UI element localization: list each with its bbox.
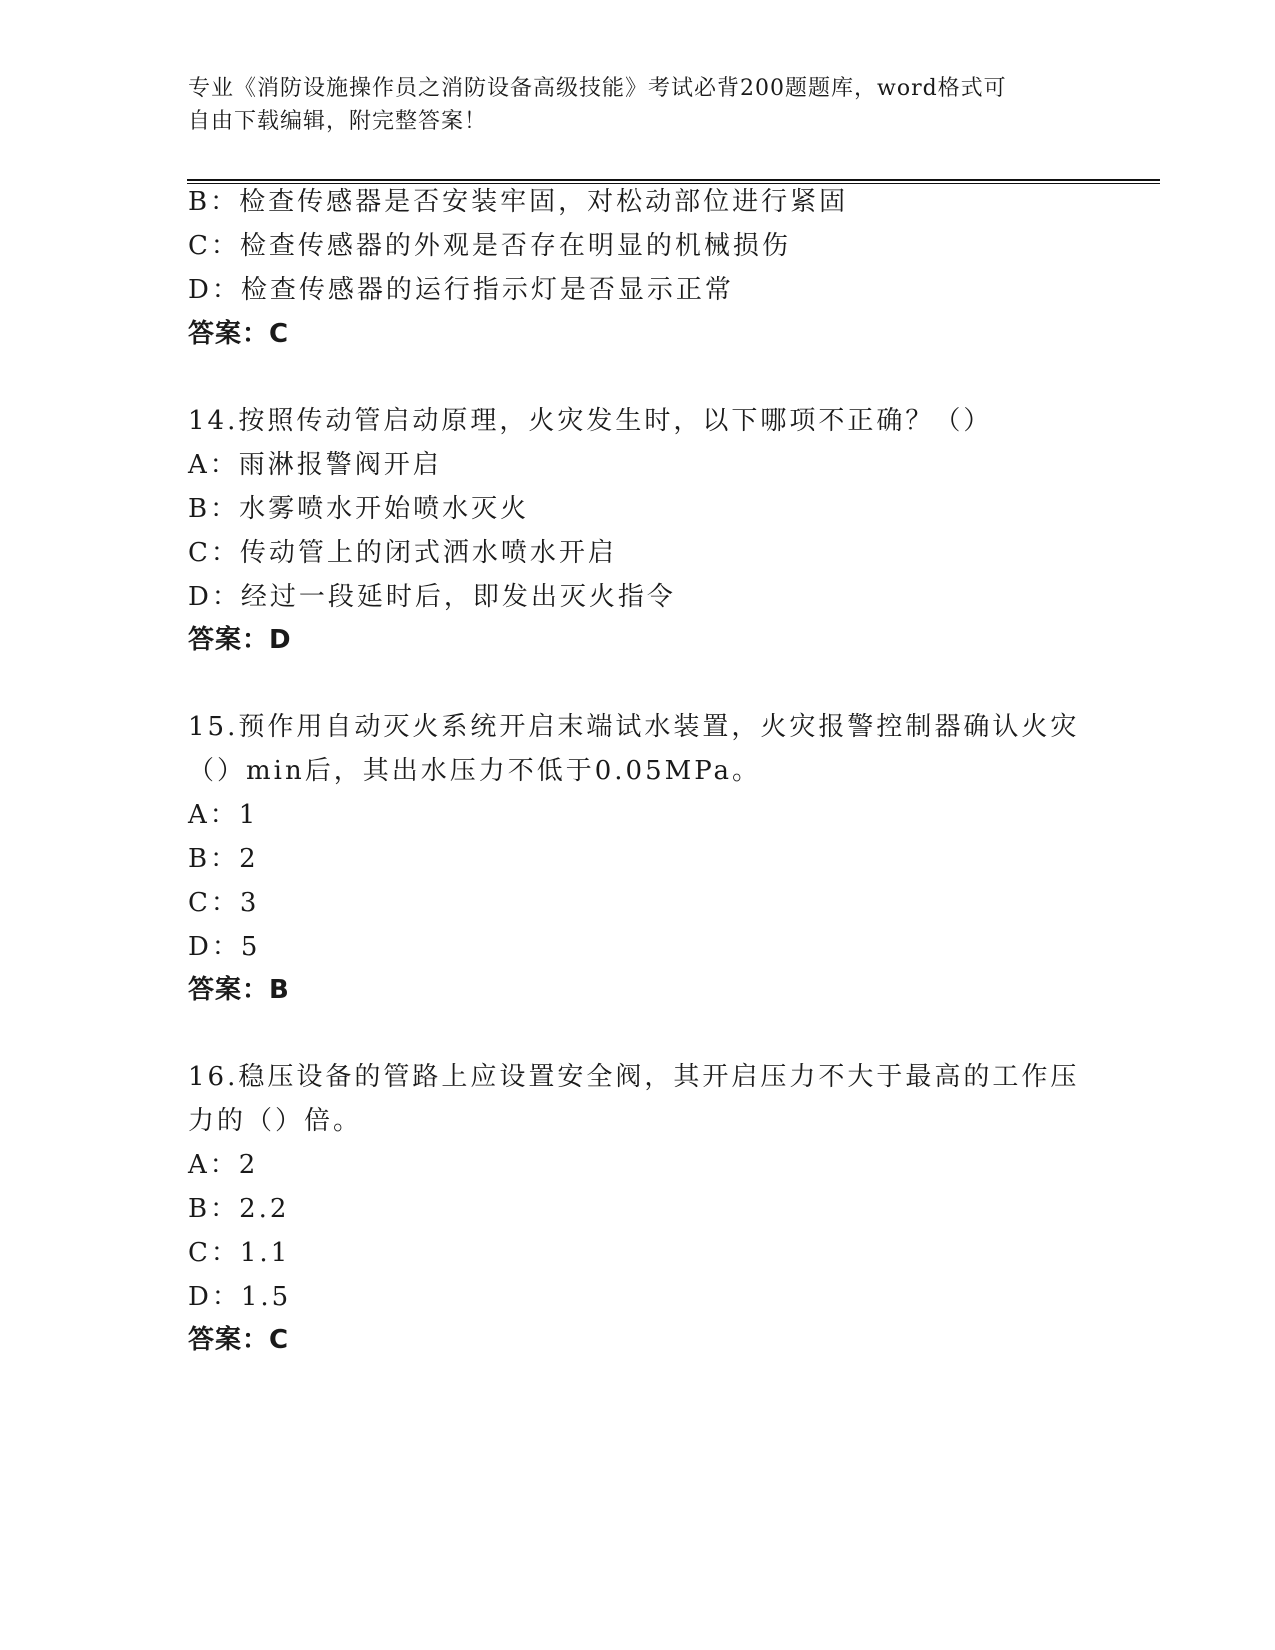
q14-option-b: B：水雾喷水开始喷水灭火 [188,494,530,524]
q16-answer: 答案：C [188,1325,290,1355]
prev-question-option-d: D：检查传感器的运行指示灯是否显示正常 [188,275,734,305]
header-divider-thin [187,183,1160,184]
q14-stem: 14.按照传动管启动原理，火灾发生时，以下哪项不正确？（） [188,406,993,436]
prev-question-answer: 答案：C [188,319,290,349]
q16-stem-line-1: 16.稳压设备的管路上应设置安全阀，其开启压力不大于最高的工作压 [188,1062,1080,1092]
prev-question-option-c: C：检查传感器的外观是否存在明显的机械损伤 [188,231,791,261]
q15-option-d: D：5 [188,932,261,962]
q15-answer: 答案：B [188,975,290,1005]
q16-stem-line-2: 力的（）倍。 [188,1106,363,1136]
q14-answer: 答案：D [188,625,292,655]
header-title-line-1: 专业《消防设施操作员之消防设备高级技能》考试必背200题题库，word格式可 [188,76,1007,101]
q15-option-b: B：2 [188,844,259,874]
header-divider-thick [187,179,1160,181]
q14-option-d: D：经过一段延时后，即发出灭火指令 [188,582,676,612]
prev-question-option-b: B：检查传感器是否安装牢固，对松动部位进行紧固 [188,187,849,217]
q16-option-c: C：1.1 [188,1238,291,1268]
q16-option-a: A：2 [188,1150,259,1180]
q15-option-c: C：3 [188,888,260,918]
q15-option-a: A：1 [188,800,259,830]
q15-stem-line-1: 15.预作用自动灭火系统开启末端试水装置，火灾报警控制器确认火灾 [188,712,1080,742]
q15-stem-line-2: （）min后，其出水压力不低于0.05MPa。 [188,756,762,786]
q16-option-b: B：2.2 [188,1194,290,1224]
q16-option-d: D：1.5 [188,1282,292,1312]
q14-option-c: C：传动管上的闭式洒水喷水开启 [188,538,617,568]
q14-option-a: A：雨淋报警阀开启 [188,450,442,480]
document-header [188,72,1078,138]
header-title-line-2: 自由下载编辑，附完整答案！ [188,109,488,134]
